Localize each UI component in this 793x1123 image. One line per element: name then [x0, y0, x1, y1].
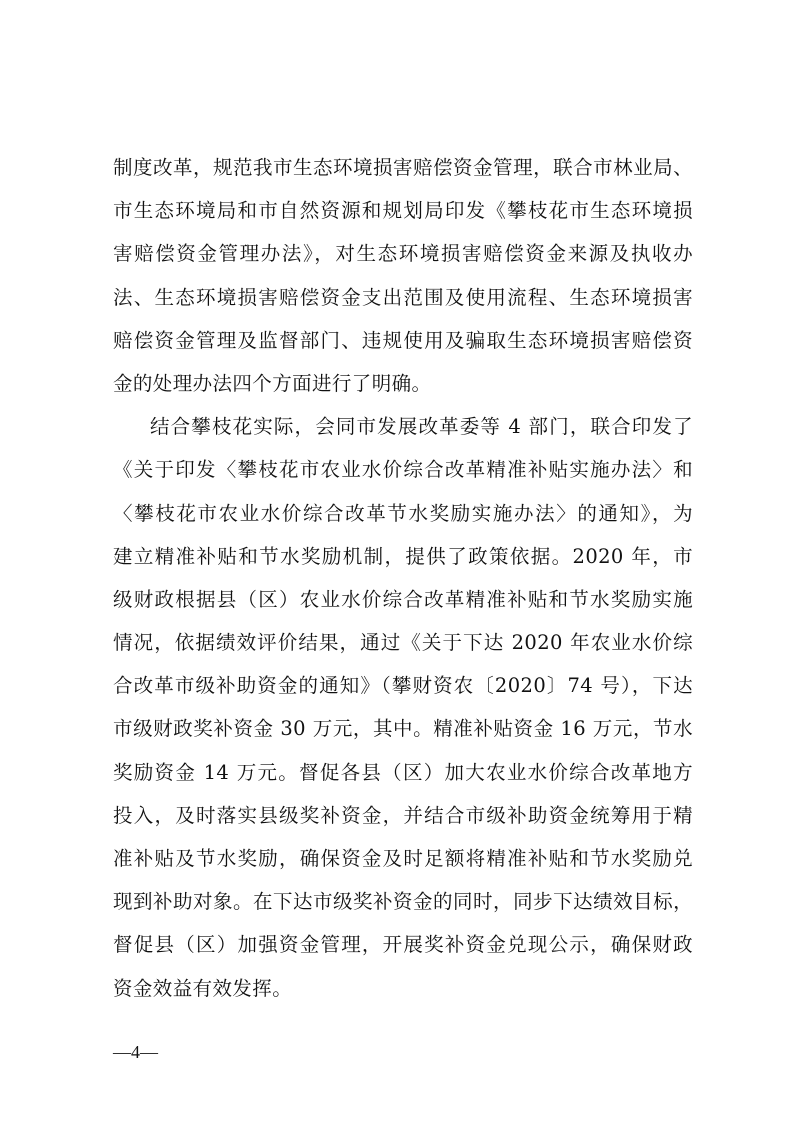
text-line: 资金效益有效发挥。 [113, 976, 293, 1000]
text-line: 情况，依据绩效评价结果，通过《关于下达 2020 年农业水价综 [113, 631, 693, 655]
text-line: 市级财政奖补资金 30 万元，其中。精准补贴资金 16 万元，节水 [113, 717, 693, 741]
text-line: 奖励资金 14 万元。督促各县（区）加大农业水价综合改革地方 [113, 760, 693, 784]
text-line: 〈攀枝花市农业水价综合改革节水奖励实施办法〉的通知》，为 [113, 501, 693, 525]
text-line: 级财政根据县（区）农业水价综合改革精准补贴和节水奖励实施 [113, 587, 693, 611]
paragraph-1 [113, 146, 693, 405]
text-line: 准补贴及节水奖励，确保资金及时足额将精准补贴和节水奖励兑 [113, 847, 693, 870]
text-line: 金的处理办法四个方面进行了明确。 [113, 371, 432, 395]
text-line: 法、生态环境损害赔偿资金支出范围及使用流程、生态环境损害 [113, 285, 693, 309]
text-line: 督促县（区）加强资金管理，开展奖补资金兑现公示，确保财政 [113, 933, 693, 957]
text-line: 害赔偿资金管理办法》，对生态环境损害赔偿资金来源及执收办 [113, 242, 693, 266]
text-line: 《关于印发〈攀枝花市农业水价综合改革精准补贴实施办法〉和 [113, 458, 693, 482]
text-line: 赔偿资金管理及监督部门、违规使用及骗取生态环境损害赔偿资 [113, 328, 693, 352]
text-line: 制度改革，规范我市生态环境损害赔偿资金管理，联合市林业局、 [113, 156, 693, 179]
text-line: 建立精准补贴和节水奖励机制，提供了政策依据。2020 年，市 [113, 544, 693, 568]
text-line: 市生态环境局和市自然资源和规划局印发《攀枝花市生态环境损 [113, 199, 693, 223]
text-line: 结合攀枝花实际，会同市发展改革委等 4 部门，联合印发了 [150, 415, 693, 439]
text-line: 现到补助对象。在下达市级奖补资金的同时，同步下达绩效目标， [113, 890, 693, 914]
page-number: —4— [113, 1042, 158, 1062]
text-line: 合改革市级补助资金的通知》（攀财资农〔2020〕74 号），下达 [113, 674, 693, 698]
body-text [113, 146, 693, 1010]
text-line: 投入，及时落实县级奖补资金，并结合市级补助资金统筹用于精 [113, 803, 693, 827]
paragraph-2 [113, 405, 693, 1010]
